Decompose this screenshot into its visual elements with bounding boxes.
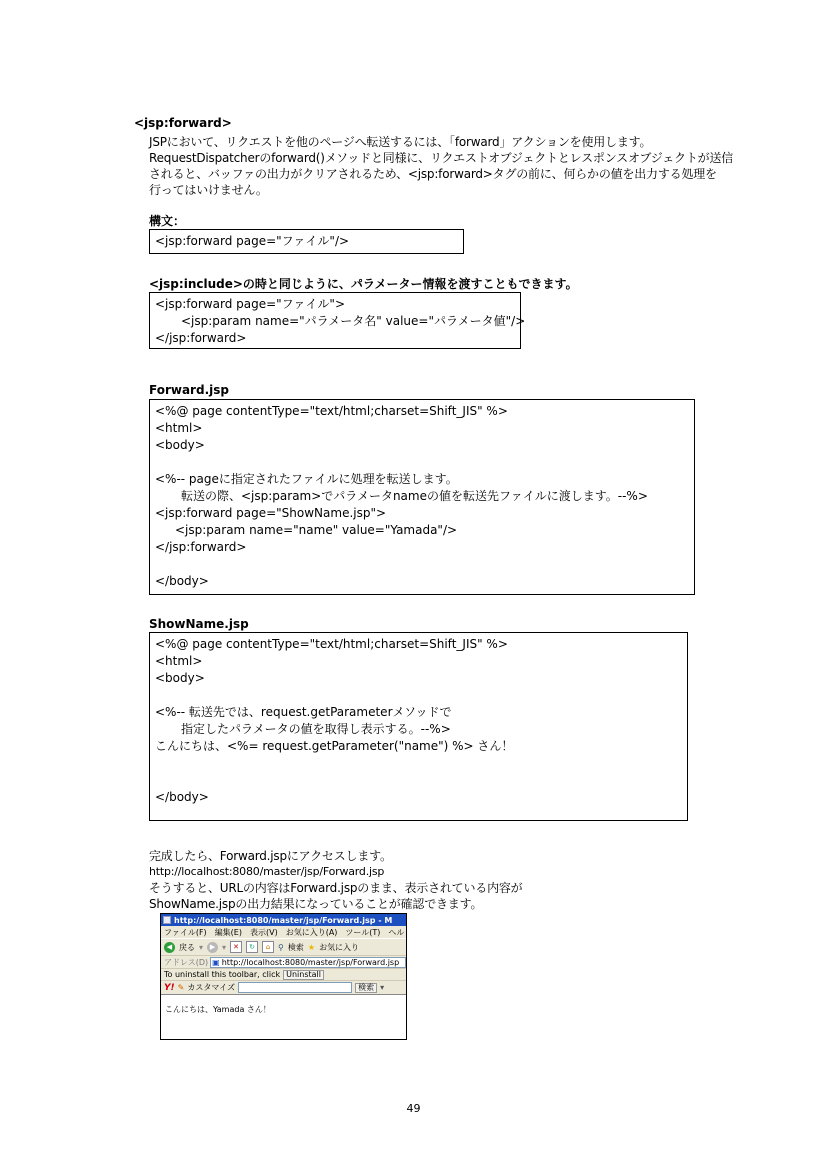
page-icon <box>163 916 171 924</box>
page-icon: ▣ <box>212 957 220 967</box>
browser-menu-bar <box>161 926 406 938</box>
code-line: <jsp:param name="name" value="Yamada"/> <box>175 523 458 537</box>
page-output-text: こんにちは、Yamada さん！ <box>165 1005 271 1014</box>
code-line: </jsp:forward> <box>155 331 247 345</box>
code-line: </body> <box>155 790 209 804</box>
address-input[interactable] <box>210 957 406 968</box>
code-line: <jsp:param name="パラメータ名" value="パラメータ値"/> <box>181 314 526 328</box>
browser-title-bar <box>161 914 406 926</box>
toolbar-uninstall-bar <box>161 968 406 980</box>
favorites-button-label[interactable]: お気に入り <box>319 942 360 952</box>
code-line: </jsp:forward> <box>155 540 247 554</box>
forward-file-title: Forward.jsp <box>149 383 229 397</box>
forward-arrow-icon[interactable]: ▶ <box>207 942 218 953</box>
browser-address-bar <box>161 955 406 968</box>
syntax-code-box <box>149 229 464 254</box>
showname-code-box <box>149 632 688 821</box>
dropdown-arrow-icon[interactable]: ▾ <box>199 942 204 952</box>
showname-file-title: ShowName.jsp <box>149 617 249 631</box>
address-label: アドレス(D) <box>164 957 209 967</box>
browser-nav-bar <box>161 938 406 955</box>
menu-item-view[interactable]: 表示(V) <box>249 927 278 937</box>
page-number: 49 <box>406 1102 421 1115</box>
code-line: <%-- 転送先では、request.getParameterメソッドで <box>155 705 452 719</box>
code-line: <body> <box>155 671 205 685</box>
code-line: 指定したパラメータの値を取得し表示する。--%> <box>181 722 451 736</box>
code-line: <jsp:forward page="ファイル"/> <box>155 234 350 248</box>
favorites-star-icon[interactable]: ★ <box>307 942 316 952</box>
outro-url: http://localhost:8080/master/jsp/Forward.jsp <box>149 865 385 878</box>
yahoo-search-button[interactable]: 検索 <box>355 983 377 993</box>
intro-line: 行ってはいけません。 <box>149 183 268 197</box>
uninstall-text: To uninstall this toolbar, click <box>164 970 281 979</box>
menu-item-tools[interactable]: ツール(T) <box>345 927 381 937</box>
pencil-icon[interactable]: ✎ <box>177 983 185 992</box>
param-code-box <box>149 292 526 349</box>
back-arrow-icon[interactable]: ◀ <box>164 942 175 953</box>
yahoo-toolbar <box>161 980 406 994</box>
code-line: <jsp:forward page="ShowName.jsp"> <box>155 506 387 520</box>
customize-button[interactable]: カスタマイズ <box>187 983 236 992</box>
code-line: </body> <box>155 574 209 588</box>
intro-line: RequestDispatcherのforward()メソッドと同様に、リクエストオブジェクトとレスポンスオブジェクトが送信 <box>149 151 734 165</box>
menu-item-edit[interactable]: 編集(E) <box>214 927 242 937</box>
syntax-label: 構文： <box>149 214 186 228</box>
browser-screenshot <box>160 913 407 1040</box>
outro-paragraph <box>149 848 669 912</box>
code-line: <%-- pageに指定されたファイルに処理を転送します。 <box>155 472 458 486</box>
dropdown-arrow-icon[interactable]: ▾ <box>380 983 385 992</box>
home-icon[interactable]: ⌂ <box>262 941 274 953</box>
yahoo-logo[interactable]: Y! <box>164 982 175 993</box>
outro-line: 完成したら、Forward.jspにアクセスします。 <box>149 849 392 863</box>
code-line: <body> <box>155 438 205 452</box>
menu-item-help[interactable]: ヘル <box>388 927 405 937</box>
intro-paragraph <box>149 134 749 198</box>
stop-icon[interactable]: ✕ <box>230 941 242 953</box>
code-line <box>155 772 682 789</box>
code-line: 転送の際、<jsp:param>でパラメータnameの値を転送先ファイルに渡します。--%> <box>181 489 648 503</box>
yahoo-search-input[interactable] <box>238 982 352 993</box>
forward-code-box <box>149 399 695 595</box>
uninstall-button[interactable]: Uninstall <box>283 970 324 980</box>
intro-line: されると、バッファの出力がクリアされるため、<jsp:forward>タグの前に、何らかの値を出力する処理を <box>149 167 717 181</box>
code-line <box>155 556 689 573</box>
param-heading: <jsp:include>の時と同じように、パラメーター情報を渡すこともできます。 <box>149 277 578 291</box>
code-line <box>155 454 689 471</box>
menu-item-favorites[interactable]: お気に入り(A) <box>285 927 338 937</box>
search-icon[interactable]: ⚲ <box>278 942 284 952</box>
outro-line: そうすると、URLの内容はForward.jspのまま、表示されている内容が <box>149 881 523 895</box>
refresh-icon[interactable]: ↻ <box>246 941 258 953</box>
browser-content <box>161 994 406 1024</box>
code-line: <html> <box>155 654 203 668</box>
code-line: <html> <box>155 421 203 435</box>
code-line: <jsp:forward page="ファイル"> <box>155 297 346 311</box>
browser-title: http://localhost:8080/master/jsp/Forward.jsp - M <box>174 915 393 925</box>
section-title: <jsp:forward> <box>134 116 232 130</box>
code-line: <%@ page contentType="text/html;charset=Shift_JIS" %> <box>155 404 508 418</box>
dropdown-arrow-icon[interactable]: ▾ <box>222 942 227 952</box>
code-line: <%@ page contentType="text/html;charset=Shift_JIS" %> <box>155 637 508 651</box>
search-button-label[interactable]: 検索 <box>287 942 304 952</box>
code-line: こんにちは、<%= request.getParameter("name") %> さん！ <box>155 739 514 753</box>
address-value: http://localhost:8080/master/jsp/Forward.jsp <box>221 957 400 967</box>
outro-line: ShowName.jspの出力結果になっていることが確認できます。 <box>149 897 483 911</box>
intro-line: JSPにおいて、リクエストを他のページへ転送するには、「forward」アクションを使用します。 <box>149 135 652 149</box>
code-line <box>155 687 682 704</box>
back-button-label[interactable]: 戻る <box>179 942 195 952</box>
code-line <box>155 755 682 772</box>
menu-item-file[interactable]: ファイル(F) <box>164 927 207 937</box>
